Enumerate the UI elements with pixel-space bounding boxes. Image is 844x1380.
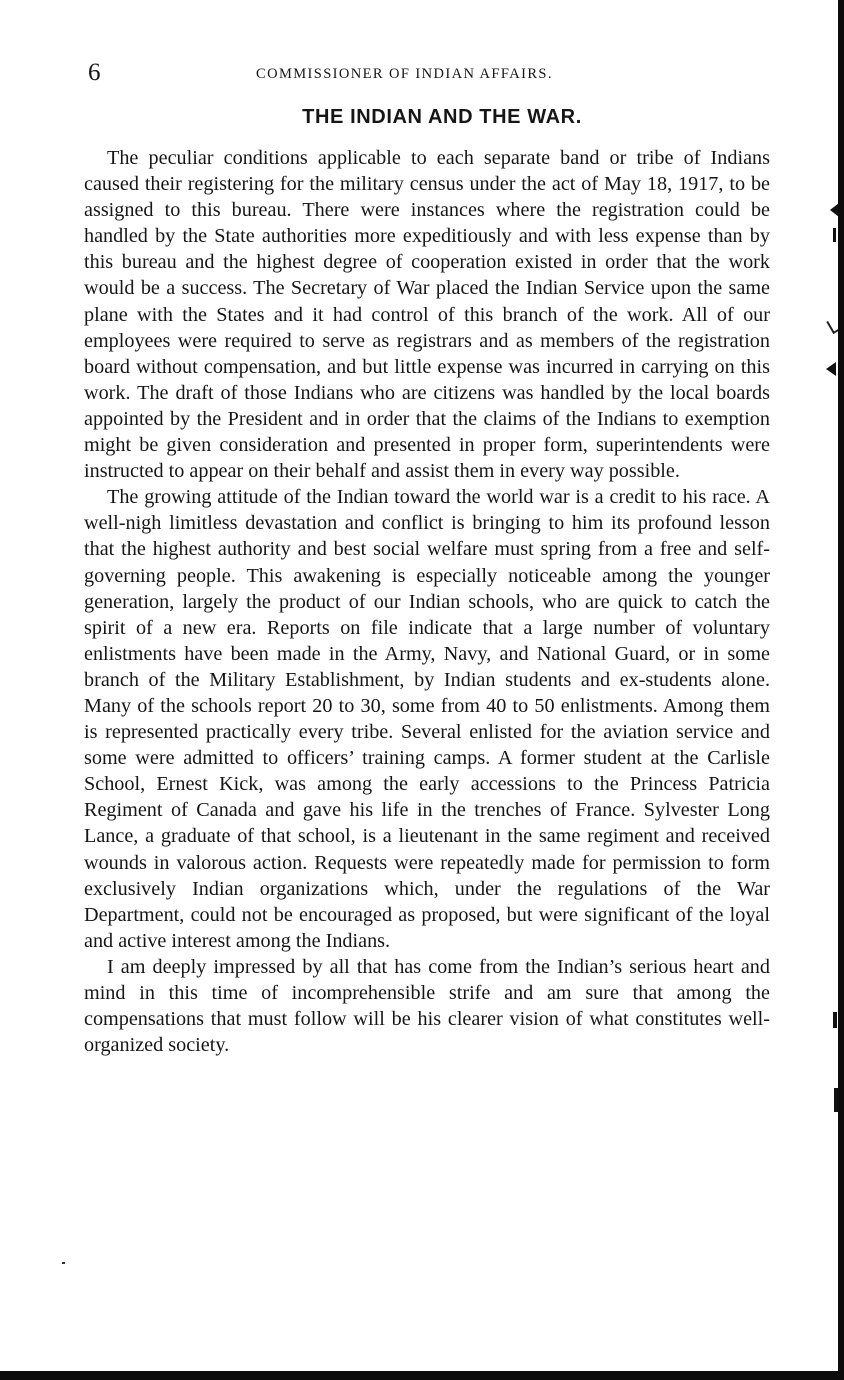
section-heading: THE INDIAN AND THE WAR. [302, 106, 582, 128]
paragraph-attitude: The growing attitude of the Indian toward the world war is a credit to his race. A well-nigh limitless devastation and conflict is bringing to him its profound lesson that the highest authority and best social welfare must spring from a free and self-governing people. This awakening is especially noticeable among the younger generation, largely the product of our Indian schools, who are quick to catch the spirit of a new era. Reports on file indicate that a large number of voluntary enlistments have been made in the Army, Navy, and National Guard, or in some branch of the Military Establishment, by Indian students and ex-students alone. Many of the schools report 20 to 30, some from 40 to 50 enlistments. Among them is represented practically every tribe. Several enlisted for the aviation service and some were admitted to officers’ training camps. A former student at the Carlisle School, Ernest Kick, was among the early accessions to the Princess Patricia Regiment of Canada and gave his life in the trenches of France. Sylvester Long Lance, a graduate of that school, is a lieutenant in the same regiment and received wounds in valorous action. Requests were repeatedly made for permission to form exclusively Indian organizations which, under the regulations of the War Department, could not be encouraged as proposed, but were significant of the loyal and active interest among the Indians. [84, 486, 770, 952]
paragraph-closing: I am deeply impressed by all that has come from the Indian’s serious heart and mind in this time of incomprehensible strife and am sure that among the compensations that must follow will be his clearer vision of what constitutes well-organized society. [84, 955, 770, 1057]
margin-mark [833, 1012, 837, 1028]
paragraph-registration: The peculiar conditions applicable to each separate band or tribe of Indians caused their registering for the military census under the act of May 18, 1917, to be assigned to this bureau. There were instances where the registration could be handled by the State authorities more expeditiously and with less expense than by this bureau and the highest degree of cooperation existed in order that the work would be a success. The Secretary of War placed the Indian Service upon the same plane with the States and it had control of this branch of the work. All of our employees were required to serve as registrars and as members of the registration board without compensation, and but little expense was incurred in carrying on this work. The draft of those Indians who are citizens was handled by the local boards appointed by the President and in order that the claims of the Indians to exemption might be given consideration and presented in proper form, superintendents were instructed to appear on their behalf and assist them in every way possible. [84, 147, 770, 483]
scan-edge-bottom [0, 1371, 844, 1380]
scan-edge-right [838, 0, 844, 1380]
margin-mark [833, 228, 836, 242]
running-head [88, 58, 768, 88]
scan-speck [62, 1262, 65, 1264]
page-number: 6 [88, 59, 101, 86]
body-text [84, 145, 770, 1058]
running-title: COMMISSIONER OF INDIAN AFFAIRS. [256, 66, 553, 82]
margin-mark [826, 362, 836, 376]
